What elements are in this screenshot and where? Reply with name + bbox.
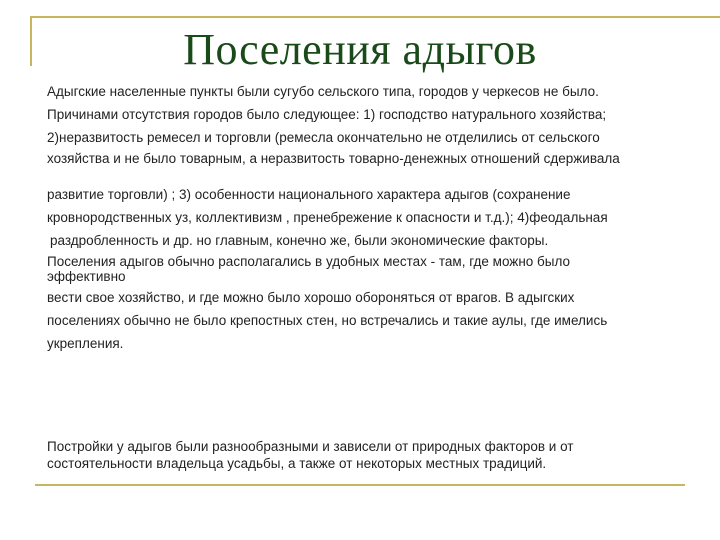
body-line: хозяйства и не было товарным, а неразвитость товарно-денежных отношений сдерживала — [47, 151, 620, 166]
body-line: вести свое хозяйство, и где можно было хорошо обороняться от врагов. В адыгских — [47, 290, 575, 305]
body-line: Поселения адыгов обычно располагались в удобных местах - там, где можно было эффективно — [47, 254, 571, 284]
slide-title: Поселения адыгов — [183, 25, 537, 74]
body-line: кровнородственных уз, коллективизм , пренебрежение к опасности и т.д.); 4)феодальная — [47, 210, 608, 225]
body-line: развитие торговли) ; 3) особенности национального характера адыгов (сохранение — [47, 187, 571, 202]
closing-paragraph: Постройки у адыгов были разнообразными и зависели от природных факторов и от состоятельности владельца усадьбы, а также от некоторых местных традиций. — [47, 439, 574, 471]
body-line: 2)неразвитость ремесел и торговли (ремесла окончательно не отделились от сельского — [47, 130, 600, 145]
body-text — [47, 82, 687, 357]
body-line: Адыгские населенные пункты были сугубо сельского типа, городов у черкесов не было. — [47, 84, 599, 99]
body-line: укрепления. — [47, 336, 124, 351]
body-line: поселениях обычно не было крепостных стен, но встречались и такие аулы, где имелись — [47, 313, 608, 328]
body-line: Причинами отсутствия городов было следующее: 1) господство натурального хозяйства; — [47, 107, 607, 122]
bottom-rule — [35, 484, 685, 486]
top-rule — [30, 16, 720, 18]
body-line: раздробленность и др. но главным, конечно же, были экономические факторы. — [50, 233, 549, 248]
